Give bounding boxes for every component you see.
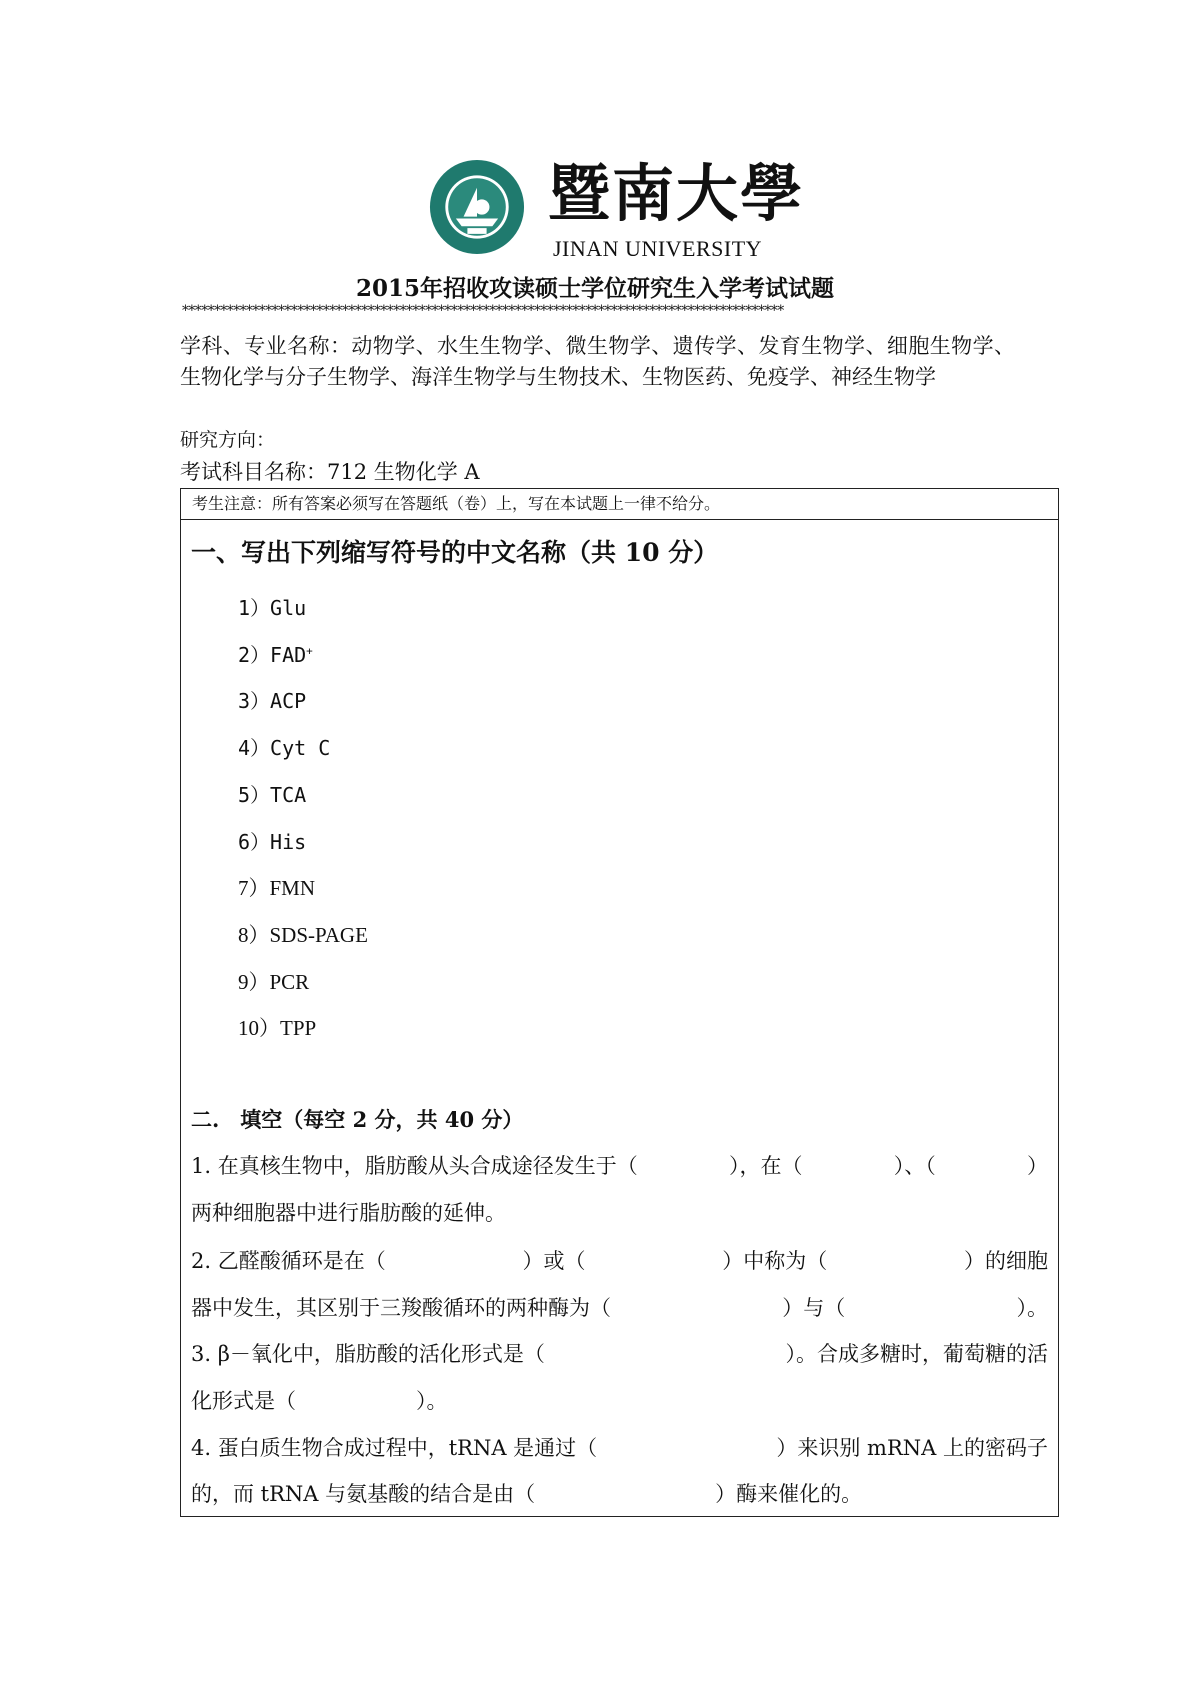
- section2-heading: 二. 填空（每空 2 分，共 40 分）: [191, 1107, 524, 1132]
- exam-title: 2015年招收攻读硕士学位研究生入学考试试题: [355, 275, 834, 302]
- line-segment: 的，而 tRNA 与氨基酸的结合是由（: [191, 1482, 536, 1506]
- logo-chinese-name: 暨南大學: [548, 157, 805, 230]
- line-segment: ）。: [1016, 1296, 1048, 1320]
- fill-blank-line: [191, 1197, 1048, 1227]
- abbreviation-item: [238, 732, 330, 761]
- exam-subject: 考试科目名称：712 生物化学 A: [180, 460, 480, 484]
- line-segment: 两种细胞器中进行脂肪酸的延伸。: [191, 1201, 506, 1225]
- abbreviation-item: [238, 592, 306, 621]
- line-segment: ）: [1026, 1154, 1048, 1178]
- line-segment: 2. 乙醛酸循环是在（: [191, 1249, 386, 1273]
- candidate-notice: 考生注意：所有答案必须写在答题纸（卷）上，写在本试题上一律不给分。: [181, 489, 1058, 520]
- abbreviation-text: 7）FMN: [238, 876, 316, 901]
- line-segment: 4. 蛋白质生物合成过程中，tRNA 是通过（: [191, 1436, 598, 1460]
- abbreviation-text: 8）SDS-PAGE: [238, 922, 368, 947]
- line-segment: 1. 在真核生物中，脂肪酸从头合成途径发生于（: [191, 1154, 638, 1178]
- fill-blank-line: [191, 1338, 1048, 1368]
- line-segment: ）的细胞: [963, 1249, 1048, 1273]
- abbreviation-text: 4）Cyt C: [238, 736, 331, 761]
- line-segment: ）与（: [782, 1296, 846, 1320]
- fill-blank-line: [191, 1432, 1048, 1462]
- line-segment: ）。合成多糖时，葡萄糖的活: [785, 1342, 1048, 1366]
- research-direction: 研究方向：: [180, 429, 276, 451]
- abbreviation-text: 1）Glu: [238, 596, 307, 620]
- abbreviation-text: 10）TPP: [238, 1016, 317, 1041]
- line-segment: ）。: [416, 1389, 448, 1413]
- line-segment: 化形式是（: [191, 1389, 296, 1413]
- abbreviation-item: [238, 966, 309, 996]
- section1-heading: 一、写出下列缩写符号的中文名称（共 10 分）: [191, 538, 719, 567]
- line-segment: ），在（: [728, 1154, 803, 1178]
- abbreviation-item: [238, 639, 313, 668]
- abbreviation-item: [238, 826, 306, 855]
- line-segment: ）或（: [522, 1249, 586, 1273]
- abbreviation-item: [238, 685, 306, 714]
- logo-english-name: JINAN UNIVERSITY: [553, 236, 763, 261]
- university-seal-logo: [429, 159, 525, 255]
- fill-blank-line: [191, 1150, 1048, 1180]
- abbreviation-text: 6）His: [238, 829, 307, 854]
- fill-blank-line: [191, 1385, 1048, 1415]
- line-segment: 3. β－氧化中，脂肪酸的活化形式是（: [191, 1342, 545, 1366]
- fill-blank-line: [191, 1245, 1048, 1275]
- abbreviation-item: [238, 919, 368, 949]
- abbreviation-text: 9）PCR: [238, 969, 310, 994]
- abbreviation-item: [238, 779, 306, 808]
- superscript-plus: +: [306, 644, 313, 658]
- abbreviation-item: [238, 872, 315, 902]
- abbreviation-text: 5）TCA: [238, 782, 307, 807]
- line-segment: ）酶来催化的。: [715, 1482, 863, 1506]
- line-segment: ）来识别 mRNA 上的密码子: [776, 1436, 1048, 1460]
- abbreviation-text: 3）ACP: [238, 689, 307, 714]
- line-segment: ）中称为（: [722, 1249, 828, 1273]
- abbreviation-item: [238, 1012, 316, 1042]
- subject-names: 学科、专业名称：动物学、水生生物学、微生物学、遗传学、发育生物学、细胞生物学、生物化学与分子生物学、海洋生物学与生物技术、生物医药、免疫学、神经生物学: [180, 334, 1015, 389]
- fill-blank-line: [191, 1292, 1048, 1322]
- abbreviation-text: 2）FAD: [238, 642, 307, 667]
- line-segment: 器中发生，其区别于三羧酸循环的两种酶为（: [191, 1296, 611, 1320]
- fill-blank-line: [191, 1478, 1048, 1508]
- asterisk-divider: **********************************************************************************************: [182, 303, 784, 319]
- line-segment: ）、（: [893, 1154, 936, 1178]
